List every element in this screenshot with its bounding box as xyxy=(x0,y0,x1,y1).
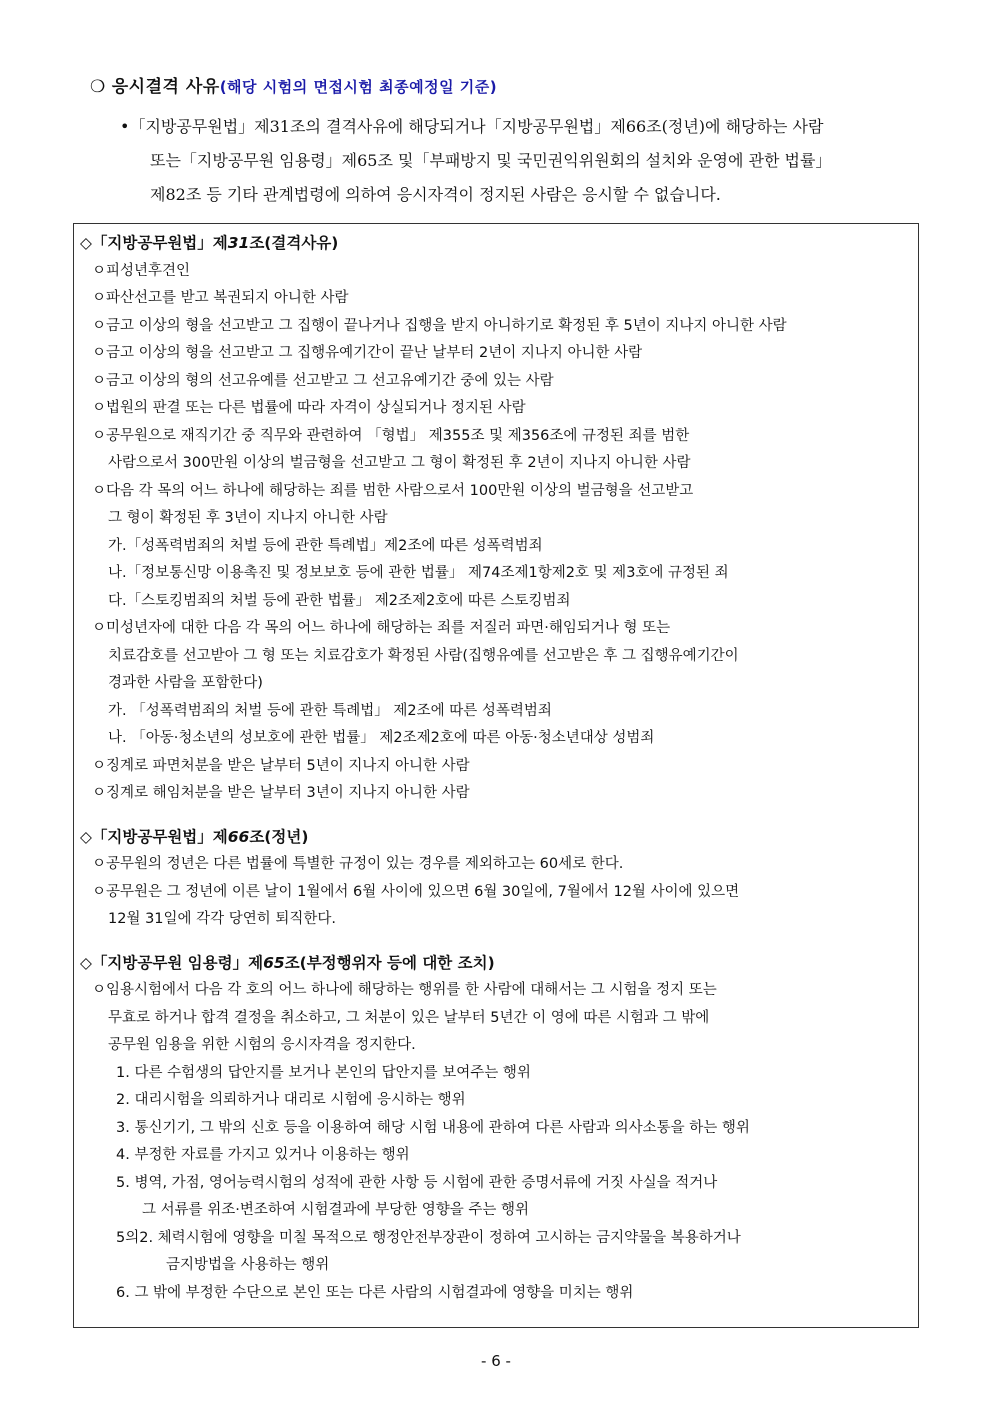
sub-item: 가.「성폭력범죄의 처벌 등에 관한 특례법」제2조에 따른 성폭력범죄 xyxy=(108,537,543,554)
intro-line: 또는「지방공무원 임용령」제65조 및「부패방지 및 국민권익위원회의 설치와 운영에 관한 법률」 xyxy=(150,151,832,170)
list-item-continuation: 12월 31일에 각각 당연히 퇴직한다. xyxy=(108,911,337,927)
list-item: ㅇ징계로 해임처분을 받은 날부터 3년이 지나지 아니한 사람 xyxy=(92,785,470,801)
numbered-item: 6. 그 밖에 부정한 수단으로 본인 또는 다른 사람의 시험결과에 영향을 미치는 행위 xyxy=(116,1284,634,1301)
intro-paragraph xyxy=(120,110,920,212)
numbered-item: 4. 부정한 자료를 가지고 있거나 이용하는 행위 xyxy=(116,1147,410,1163)
list-item-continuation: 공무원 임용을 위한 시험의 응시자격을 정지한다. xyxy=(108,1037,416,1053)
list-item-continuation: 치료감호를 선고받아 그 형 또는 치료감호가 확정된 사람(집행유예를 선고받은 후 그 집행유예기간이 xyxy=(108,647,739,664)
list-item-continuation: 사람으로서 300만원 이상의 벌금형을 선고받고 그 형이 확정된 후 2년이 지나지 아니한 사람 xyxy=(108,455,691,471)
list-item-continuation: 그 형이 확정된 후 3년이 지나지 아니한 사람 xyxy=(108,510,388,526)
numbered-item: 5. 병역, 가점, 영어능력시험의 성적에 관한 사항 등 시험에 관한 증명서류에 거짓 사실을 적거나 xyxy=(116,1174,718,1191)
heading-note: (해당 시험의 면접시험 최종예정일 기준) xyxy=(219,78,498,96)
list-item: ㅇ다음 각 목의 어느 하나에 해당하는 죄를 범한 사람으로서 100만원 이상의 벌금형을 선고받고 xyxy=(92,482,694,499)
list-item: ㅇ임용시험에서 다음 각 호의 어느 하나에 해당하는 행위를 한 사람에 대해서는 그 시험을 정지 또는 xyxy=(92,982,717,998)
heading-title: 응시결격 사유 xyxy=(111,77,220,97)
intro-line: 제82조 등 기타 관계법령에 의하여 응시자격이 정지된 사람은 응시할 수 없습니다. xyxy=(150,185,721,204)
list-item-continuation: 무효로 하거나 합격 결정을 취소하고, 그 처분이 있은 날부터 5년간 이 영에 따른 시험과 그 밖에 xyxy=(108,1009,710,1026)
section-66-heading: ◇「지방공무원법」제66조(정년) xyxy=(80,827,309,846)
list-item: ㅇ미성년자에 대한 다음 각 목의 어느 하나에 해당하는 죄를 저질러 파면·해임되거나 형 또는 xyxy=(92,620,671,636)
section-31-heading: ◇「지방공무원법」제31조(결격사유) xyxy=(80,234,339,252)
list-item: ㅇ법원의 판결 또는 다른 법률에 따라 자격이 상실되거나 정지된 사람 xyxy=(92,400,526,416)
list-item: ㅇ금고 이상의 형을 선고받고 그 집행유예기간이 끝난 날부터 2년이 지나지 아니한 사람 xyxy=(92,345,643,361)
numbered-item: 5의2. 체력시험에 영향을 미칠 목적으로 행정안전부장관이 정하여 고시하는 금지약물을 복용하거나 xyxy=(116,1229,741,1246)
list-item: ㅇ공무원의 정년은 다른 법률에 특별한 규정이 있는 경우를 제외하고는 60세로 한다. xyxy=(92,856,624,872)
numbered-item-continuation: 그 서류를 위조·변조하여 시험결과에 부당한 영향을 주는 행위 xyxy=(142,1202,530,1218)
sub-item: 다.「스토킹범죄의 처벌 등에 관한 법률」 제2조제2호에 따른 스토킹범죄 xyxy=(108,592,571,609)
sub-item: 가. 「성폭력범죄의 처벌 등에 관한 특례법」 제2조에 따른 성폭력범죄 xyxy=(108,702,552,719)
list-item: ㅇ공무원은 그 정년에 이른 날이 1월에서 6월 사이에 있으면 6월 30일에, 7월에서 12월 사이에 있으면 xyxy=(92,883,740,900)
law-excerpt-content xyxy=(80,230,910,1307)
list-item: ㅇ피성년후견인 xyxy=(92,262,191,279)
numbered-item: 2. 대리시험을 의뢰하거나 대리로 시험에 응시하는 행위 xyxy=(116,1092,466,1108)
intro-line: •「지방공무원법」제31조의 결격사유에 해당되거나「지방공무원법」제66조(정년)에 해당하는 사람 xyxy=(120,117,824,136)
sub-item: 나.「정보통신망 이용촉진 및 정보보호 등에 관한 법률」 제74조제1항제2호 및 제3호에 규정된 죄 xyxy=(108,565,729,581)
list-item: ㅇ금고 이상의 형의 선고유예를 선고받고 그 선고유예기간 중에 있는 사람 xyxy=(92,372,554,389)
circle-bullet-icon: ❍ xyxy=(90,77,106,97)
section-65-heading: ◇「지방공무원 임용령」제65조(부정행위자 등에 대한 조치) xyxy=(80,953,495,972)
sub-item: 나. 「아동·청소년의 성보호에 관한 법률」 제2조제2호에 따른 아동·청소년대상 성범죄 xyxy=(108,730,655,746)
numbered-item: 3. 통신기기, 그 밖의 신호 등을 이용하여 해당 시험 내용에 관하여 다른 사람과 의사소통을 하는 행위 xyxy=(116,1119,750,1136)
page-number: - 6 - xyxy=(481,1352,511,1370)
numbered-item-continuation: 금지방법을 사용하는 행위 xyxy=(166,1257,330,1273)
list-item-continuation: 경과한 사람을 포함한다) xyxy=(108,675,263,691)
list-item: ㅇ공무원으로 재직기간 중 직무와 관련하여 「형법」 제355조 및 제356조에 규정된 죄를 범한 xyxy=(92,427,690,444)
section-heading xyxy=(90,72,497,97)
list-item: ㅇ금고 이상의 형을 선고받고 그 집행이 끝나거나 집행을 받지 아니하기로 확정된 후 5년이 지나지 아니한 사람 xyxy=(92,317,787,334)
list-item: ㅇ징계로 파면처분을 받은 날부터 5년이 지나지 아니한 사람 xyxy=(92,757,470,774)
list-item: ㅇ파산선고를 받고 복권되지 아니한 사람 xyxy=(92,290,349,306)
numbered-item: 1. 다른 수험생의 답안지를 보거나 본인의 답안지를 보여주는 행위 xyxy=(116,1064,531,1081)
